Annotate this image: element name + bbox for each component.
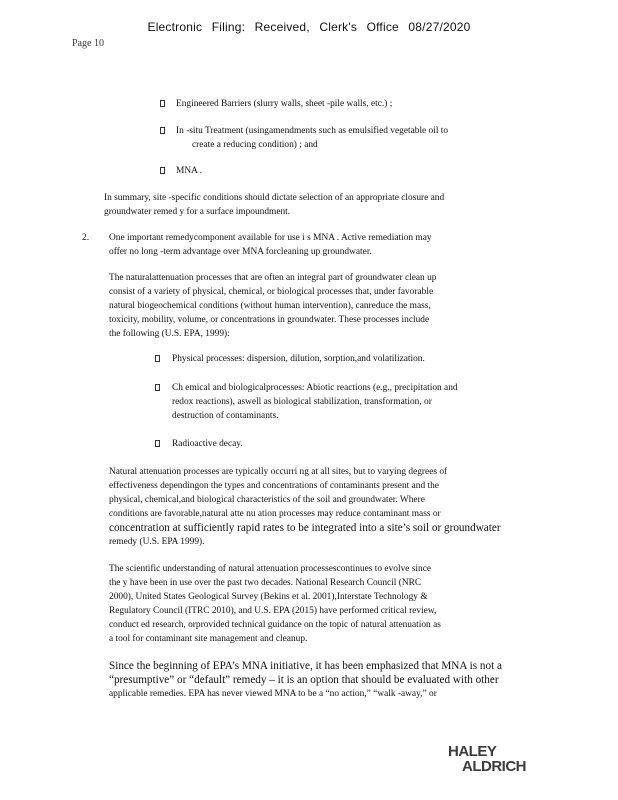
occurrence-para-line: conditions are favorable,natural atte nu ation processes may reduce contaminant mass or (109, 509, 441, 519)
bullet-radioactive-decay: Radioactive decay. (172, 439, 243, 449)
mna-para-line: applicable remedies. EPA has never viewed MNA to be a “no action,” “walk -away,” or (109, 689, 437, 699)
page-number: Page 10 (72, 38, 104, 49)
occurrence-para-line: Natural attenuation processes are typically occurri ng at all sites, but to varying degrees of (109, 467, 448, 477)
bullet-icon (155, 355, 160, 362)
science-para-line: Regulatory Council (ITRC 2010), and U.S. EPA (2015) have performed critical review, (109, 606, 437, 616)
science-para-line: the y have been in use over the past two decades. National Research Council (NRC (109, 578, 422, 588)
bullet-icon (160, 100, 165, 107)
science-para-line: a tool for contaminant site management and cleanup. (109, 634, 308, 644)
logo-line-1: HALEY (448, 743, 497, 760)
occurrence-para-line: remedy (U.S. EPA 1999). (109, 537, 205, 547)
science-para-line: The scientific understanding of natural attenuation processescontinues to evolve since (109, 564, 432, 574)
item2-line-1: One important remedycomponent available for use i s MNA . Active remediation may (109, 233, 432, 243)
summary-line-2: groundwater remed y for a surface impoundment. (104, 207, 291, 217)
summary-line-1: In summary, site -specific conditions should dictate selection of an appropriate closure and (104, 193, 445, 203)
natural-para-line: the following (U.S. EPA, 1999): (109, 329, 230, 339)
bullet-mna: MNA . (176, 166, 203, 176)
bullet-icon (160, 127, 165, 134)
item-number-2: 2. (82, 233, 90, 243)
science-para-line: 2000), United States Geological Survey (Bekins et al. 2001),Interstate Technology & (109, 592, 428, 602)
occurrence-para-line: concentration at sufficiently rapid rates to be integrated into a site’s soil or groundwater (109, 522, 501, 534)
bullet-engineered-barriers: Engineered Barriers (slurry walls, sheet -pile walls, etc.) ; (176, 99, 393, 109)
bullet-icon (155, 440, 160, 447)
bullet-insitu-treatment-cont: create a reducing condition) ; and (192, 140, 318, 150)
mna-para-line: “presumptive” or “default” remedy – it is an option that should be evaluated with other (109, 674, 499, 686)
natural-para-line: toxicity, mobility, volume, or concentrations in groundwater. These processes include (109, 315, 430, 325)
natural-para-line: The naturalattenuation processes that are often an integral part of groundwater clean up (109, 273, 437, 283)
filing-header: Electronic Filing: Received, Clerk's Office 08/27/2020 (147, 20, 471, 34)
science-para-line: conduct ed research, orprovided technical guidance on the topic of natural attenuation as (109, 620, 441, 630)
logo-line-2: ALDRICH (462, 758, 526, 775)
haley-aldrich-logo (448, 744, 526, 774)
bullet-chemical-processes: Ch emical and biologicalprocesses: Abiotic reactions (e.g., precipitation and (172, 383, 458, 393)
bullet-chemical-processes-cont: destruction of contaminants. (172, 411, 279, 421)
item2-line-2: offer no long -term advantage over MNA forcleaning up groundwater. (109, 247, 372, 257)
natural-para-line: consist of a variety of physical, chemical, or biological processes that, under favorable (109, 287, 434, 297)
occurrence-para-line: effectiveness dependingon the types and concentrations of contaminants present and the (109, 481, 439, 491)
occurrence-para-line: physical, chemical,and biological characteristics of the soil and groundwater. Where (109, 495, 425, 505)
bullet-insitu-treatment: In -situ Treatment (usingamendments such as emulsified vegetable oil to (176, 126, 449, 136)
bullet-chemical-processes-cont: redox reactions), aswell as biological stabilization, transformation, or (172, 397, 432, 407)
bullet-icon (160, 167, 165, 174)
bullet-icon (155, 384, 160, 391)
natural-para-line: natural biogeochemical conditions (without human intervention), canreduce the mass, (109, 301, 431, 311)
mna-para-line: Since the beginning of EPA’s MNA initiative, it has been emphasized that MNA is not a (109, 660, 502, 672)
bullet-physical-processes: Physical processes: dispersion, dilution, sorption,and volatilization. (172, 354, 425, 364)
